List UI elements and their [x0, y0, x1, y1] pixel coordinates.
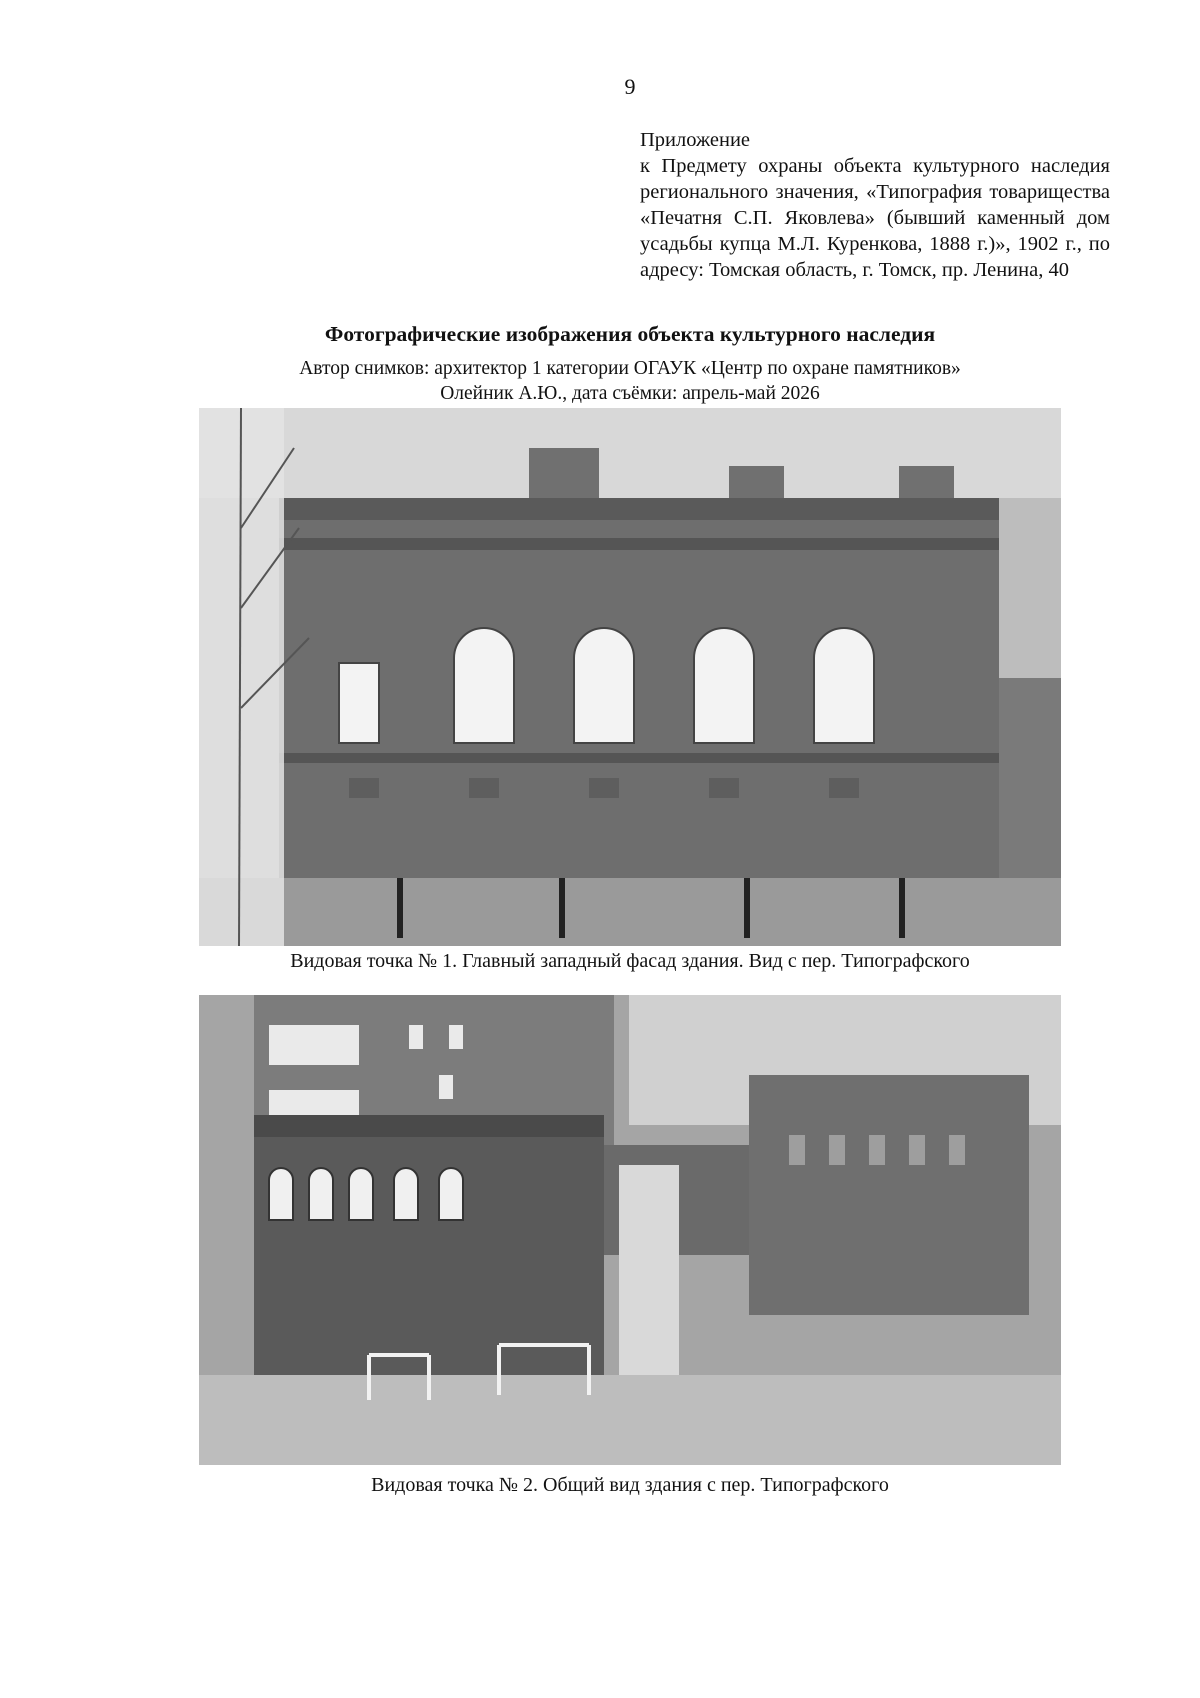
photo-credits	[0, 356, 1200, 406]
section-heading: Фотографические изображения объекта культурного наследия	[324, 322, 936, 346]
appendix-text: к Предмету охраны объекта культурного наследия регионального значения, «Типография товарищества «Печатня С.П. Яковлева» (бывший каменный дом усадьбы купца М.Л. Куренкова, 1888 г.)», 1902 г., по адресу: Томская область, г. Томск, пр. Ленина, 40	[640, 155, 1110, 281]
photo-caption-1: Видовая точка № 1. Главный западный фасад здания. Вид с пер. Типографского	[290, 950, 970, 972]
credits-line-1: Автор снимков: архитектор 1 категории ОГАУК «Центр по охране памятников»	[299, 358, 961, 379]
credits-line-2: Олейник А.Ю., дата съёмки: апрель-май 2026	[440, 383, 820, 404]
appendix-block	[640, 127, 1110, 283]
photo-general-view	[199, 995, 1061, 1465]
appendix-title: Приложение	[640, 129, 751, 151]
photo-caption-2: Видовая точка № 2. Общий вид здания с пер. Типографского	[371, 1474, 889, 1496]
page-number: 9	[624, 74, 636, 99]
photo-main-facade	[199, 408, 1061, 946]
